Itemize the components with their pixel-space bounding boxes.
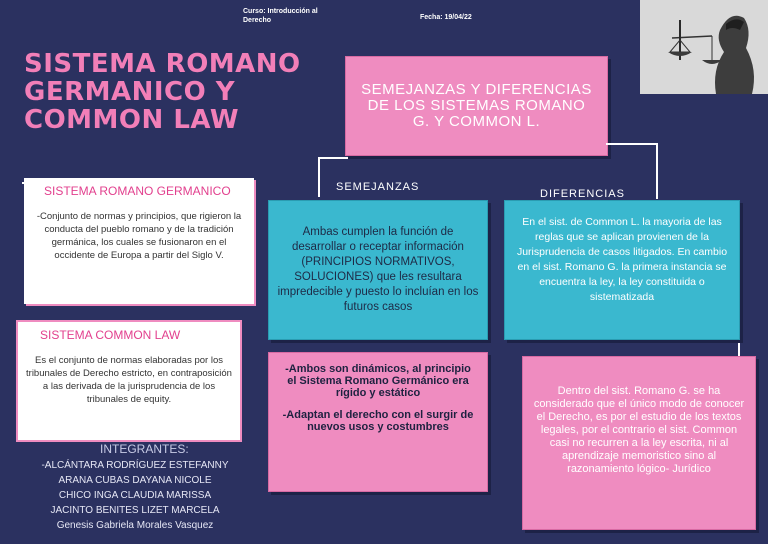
semejanzas-text-1: Ambas cumplen la función de desarrollar o receptar información (PRINCIPIOS NORMATIVOS, SOLUCIONES) que les resultara impredecible y puesto lo incluían en los futuros casos <box>277 226 479 313</box>
diferencias-text-1: En el sist. de Common L. la mayoria de las reglas que se aplican provienen de la Jurisprudencia de casos litigados. En cambio en el sist. Romano G. la primera instancia se encuentra la ley, la ley constituida o sistematizada <box>516 216 728 303</box>
common-law-title: SISTEMA COMMON LAW <box>40 328 181 342</box>
connector-line <box>606 143 658 145</box>
connector-line <box>318 157 348 159</box>
connector-line <box>318 157 320 197</box>
connector-line <box>656 143 658 199</box>
diferencias-box-2 <box>522 356 756 530</box>
semejanzas-item-1: -Ambos son dinámicos, al principio el Sistema Romano Germánico era rígido y estático <box>285 363 471 399</box>
common-law-text: Es el conjunto de normas elaboradas por los tribunales de Derecho estricto, en contraposición a las derivada de la jurisprudencia de los tribunales de equity. <box>26 355 232 405</box>
integrantes-title: INTEGRANTES: <box>100 442 189 456</box>
romano-germanico-card <box>24 178 254 304</box>
diferencias-box-1 <box>504 200 740 340</box>
justice-scale-icon <box>640 0 768 94</box>
diferencias-label: DIFERENCIAS <box>540 188 625 200</box>
semejanzas-item-2: -Adaptan el derecho con el surgir de nuevos usos y costumbres <box>282 409 474 433</box>
course-label: Curso: Introducción al Derecho <box>243 8 318 24</box>
date-label: Fecha: 19/04/22 <box>420 14 472 21</box>
integrantes-list <box>20 458 250 533</box>
member-name: ARANA CUBAS DAYANA NICOLE <box>58 475 212 486</box>
page-title: SISTEMA ROMANO GERMANICO Y COMMON LAW <box>24 49 301 135</box>
member-name: CHICO INGA CLAUDIA MARISSA <box>58 490 212 501</box>
romano-germanico-title: SISTEMA ROMANO GERMANICO <box>44 184 231 198</box>
member-name: Genesis Gabriela Morales Vasquez <box>56 520 214 531</box>
semejanzas-label: SEMEJANZAS <box>336 181 420 193</box>
romano-germanico-text: -Conjunto de normas y principios, que rigieron la conducta del pueblo romano y de la tradición germánica, los cuales se fusionaron en el occidente de Europa a partir del Siglo V. <box>36 211 242 261</box>
header-box: SEMEJANZAS Y DIFERENCIAS DE LOS SISTEMAS ROMANO G. Y COMMON L. <box>345 56 608 156</box>
semejanzas-box-1 <box>268 200 488 340</box>
member-name: JACINTO BENITES LIZET MARCELA <box>50 505 220 516</box>
common-law-card <box>16 320 242 442</box>
member-name: -ALCÁNTARA RODRÍGUEZ ESTEFANNY <box>41 460 229 471</box>
justice-statue-photo <box>640 0 768 94</box>
diferencias-text-2: Dentro del sist. Romano G. se ha considerado que el único modo de conocer el Derecho, es por el estudio de los textos legales, por el contrario el sist. Common casi no recurren a la ley escrita, ni al aprendizaje memoristico sino al razonamiento lógico- Jurídico <box>533 385 745 475</box>
semejanzas-box-2 <box>268 352 488 492</box>
